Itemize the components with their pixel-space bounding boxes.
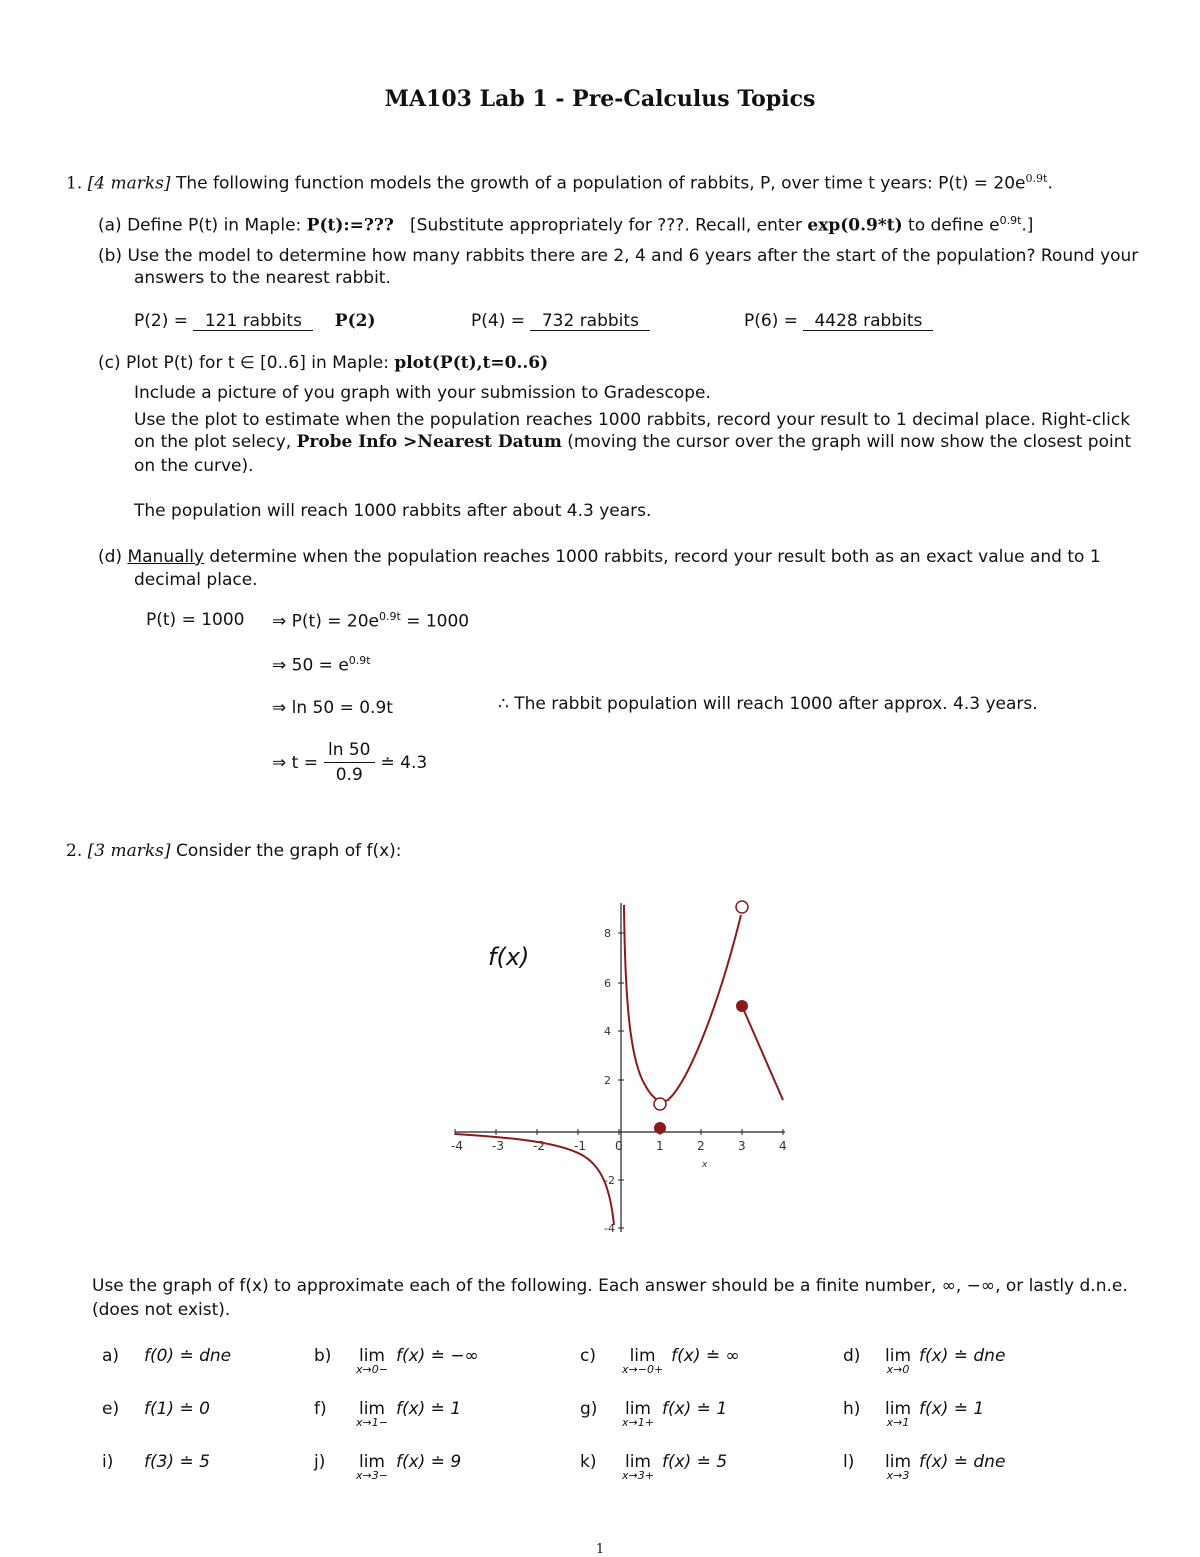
curve-middle [624, 905, 741, 1101]
q1-intro [66, 172, 1053, 194]
limit-item [580, 1399, 727, 1429]
q2-instr1: Use the graph of f(x) to approximate each of the following. Each answer should be a finite number, ∞, −∞, or lastly d.n.e. [92, 1276, 1128, 1296]
q1d-eq2-exp: 0.9t [348, 654, 371, 667]
limit-word: lim [624, 1399, 651, 1419]
limit-item [314, 1346, 479, 1376]
q1a-text4: .] [1021, 215, 1034, 236]
q2-intro-text: Consider the graph of f(x): [175, 841, 402, 861]
x-tick-label: 4 [779, 1139, 787, 1153]
q1c-code: plot(P(t),t=0..6) [394, 353, 549, 373]
limit-operator [622, 1346, 663, 1376]
y-tick-label: 8 [604, 927, 611, 940]
y-tick-label: -2 [604, 1174, 615, 1187]
q1b-line1 [98, 246, 1138, 266]
limit-subscript: x→3− [356, 1469, 388, 1482]
limit-word: lim [885, 1399, 912, 1419]
limit-expression: f(0) ≐ dne [144, 1346, 232, 1366]
curve-right [742, 1006, 783, 1100]
limit-subscript: x→3+ [622, 1469, 654, 1482]
q1c-line4c: (moving the cursor over the graph will now show the closest point [561, 432, 1132, 452]
q1d-eq3: ⇒ ln 50 = 0.9t [272, 698, 393, 718]
q2-intro [66, 841, 402, 861]
limit-item [102, 1452, 210, 1472]
q1a-text2: [Substitute appropriately for ???. Recall, enter [410, 215, 808, 236]
x-axis-label: x [702, 1160, 708, 1170]
limit-subscript: x→1+ [622, 1416, 654, 1429]
limit-word: lim [629, 1346, 656, 1366]
limit-item [314, 1399, 461, 1429]
q1d-eq1-left: P(t) = 1000 [146, 610, 245, 630]
q1b-p6-label: P(6) = [744, 311, 798, 331]
page-title: MA103 Lab 1 - Pre-Calculus Topics [384, 86, 816, 112]
closed-point-3-5 [736, 1000, 748, 1012]
q1b-p4-label: P(4) = [471, 311, 525, 331]
limit-operator [622, 1399, 654, 1429]
y-tick-label: 4 [604, 1025, 611, 1038]
graph-label: f(x) [488, 943, 530, 971]
limit-expression: f(x) ≐ 1 [395, 1399, 462, 1419]
q1d-eq1-text: ⇒ P(t) = 20e [272, 611, 379, 632]
q1b-text1: Use the model to determine how many rabbits there are 2, 4 and 6 years after the start of the population? Round your [127, 246, 1139, 266]
q1a-text3: to define e [902, 215, 1000, 236]
limit-subscript: x→1 [886, 1416, 910, 1429]
limit-item [102, 1346, 231, 1366]
limit-item [102, 1399, 210, 1419]
limit-item-label: d) [843, 1346, 861, 1366]
limit-item [580, 1452, 727, 1482]
fx-graph [440, 895, 800, 1240]
limit-expression: f(x) ≐ dne [919, 1346, 1006, 1366]
limit-word: lim [358, 1399, 385, 1419]
open-point-3-9 [736, 901, 748, 913]
q1d-eq1-end: = 1000 [400, 611, 470, 632]
q1b-p2-value: 121 rabbits [193, 312, 313, 331]
q1c-line2: Include a picture of you graph with your submission to Gradescope. [134, 383, 711, 403]
q1c-line4b: Probe Info >Nearest Datum [296, 432, 562, 452]
q1d-eq4-den: 0.9 [335, 765, 363, 785]
q2-instr2: (does not exist). [92, 1300, 231, 1320]
q1d-line2: decimal place. [134, 570, 258, 590]
q1b-line2: answers to the nearest rabbit. [134, 268, 391, 288]
y-tick-label: 2 [604, 1074, 611, 1087]
q1d-eq2-text: ⇒ 50 = e [272, 655, 349, 676]
q1c-line4 [134, 432, 1131, 452]
limit-subscript: x→3 [886, 1469, 910, 1482]
limit-expression: f(x) ≐ dne [919, 1452, 1006, 1472]
q1a-line [98, 214, 1033, 236]
x-tick-label: -3 [492, 1139, 504, 1153]
limit-item-label: a) [102, 1346, 120, 1366]
limit-item-label: e) [102, 1399, 120, 1419]
limit-expression: f(x) ≐ 1 [919, 1399, 985, 1419]
limit-operator [622, 1452, 654, 1482]
limit-expression: f(x) ≐ 1 [661, 1399, 728, 1419]
limit-item [843, 1346, 1005, 1376]
x-tick-label: 2 [697, 1139, 705, 1153]
y-tick-label: 6 [604, 977, 611, 990]
x-tick-label: -2 [533, 1139, 545, 1153]
x-tick-label: 3 [738, 1139, 746, 1153]
limit-operator [885, 1346, 911, 1376]
limit-item [580, 1346, 740, 1376]
q1c-line5: on the curve). [134, 456, 254, 476]
limit-operator [885, 1452, 911, 1482]
q1a-label: (a) [98, 215, 122, 236]
q1d-conclusion: ∴ The rabbit population will reach 1000 after approx. 4.3 years. [498, 694, 1038, 714]
q1a-code: P(t):=??? [306, 215, 394, 236]
limit-item-label: f) [314, 1399, 327, 1419]
q1c-answer: The population will reach 1000 rabbits after about 4.3 years. [134, 501, 652, 521]
q1c-line4a: on the plot selecy, [134, 432, 297, 452]
limit-item [314, 1452, 461, 1482]
limit-item-label: h) [843, 1399, 861, 1419]
limit-item-label: j) [314, 1452, 326, 1472]
q1d-eq4-num: ln 50 [324, 740, 375, 763]
q1a-code2: exp(0.9*t) [807, 215, 903, 236]
limit-item [843, 1399, 984, 1429]
q1c-line1 [98, 353, 548, 373]
q1d-label: (d) [98, 547, 123, 567]
q1-marks: [4 marks] [87, 173, 171, 194]
q1d-line1b: determine when the population reaches 1000 rabbits, record your result both as an exact value and to 1 [204, 547, 1101, 567]
q1b-p2-label: P(2) = [134, 311, 188, 331]
q1c-text1: Plot P(t) for t ∈ [0..6] in Maple: [126, 353, 395, 373]
limit-item-label: c) [580, 1346, 596, 1366]
limit-word: lim [624, 1452, 651, 1472]
limit-word: lim [358, 1346, 385, 1366]
limit-item-label: k) [580, 1452, 597, 1472]
y-tick-label: -4 [604, 1222, 615, 1235]
q1d-eq1-exp: 0.9t [378, 610, 401, 623]
limit-subscript: x→−0+ [622, 1363, 664, 1376]
q1-intro-exp: 0.9t [1025, 172, 1048, 185]
limit-expression: f(1) ≐ 0 [144, 1399, 210, 1419]
q1b-p6 [744, 311, 933, 331]
limit-operator [356, 1452, 388, 1482]
limit-expression: f(x) ≐ 9 [395, 1452, 462, 1472]
x-tick-label: 1 [656, 1139, 664, 1153]
q1d-manually: Manually [127, 547, 205, 567]
q1-intro-end: . [1047, 173, 1053, 194]
q1d-eq1-right [272, 610, 469, 632]
limit-word: lim [885, 1346, 912, 1366]
q1d-eq2 [272, 654, 371, 676]
limit-subscript: x→0 [886, 1363, 910, 1376]
limit-item-label: l) [843, 1452, 855, 1472]
q1b-label: (b) [98, 246, 123, 266]
q2-number: 2. [66, 841, 83, 861]
q1d-line1 [98, 547, 1101, 567]
limit-operator [356, 1399, 388, 1429]
q1b-p2 [134, 311, 376, 331]
limit-item [843, 1452, 1005, 1482]
q1b-p6-value: 4428 rabbits [803, 312, 933, 331]
limit-operator [356, 1346, 388, 1376]
x-tick-label: -4 [451, 1139, 463, 1153]
limit-expression: f(x) ≐ ∞ [671, 1346, 740, 1366]
limit-word: lim [358, 1452, 385, 1472]
q1d-eq4-post: ≐ 4.3 [380, 752, 428, 773]
q1b-p2-extra: P(2) [334, 311, 376, 331]
limit-operator [885, 1399, 911, 1429]
limit-item-label: i) [102, 1452, 114, 1472]
limit-expression: f(x) ≐ 5 [661, 1452, 728, 1472]
q1d-eq4-fraction [324, 740, 375, 785]
limit-item-label: b) [314, 1346, 332, 1366]
limit-subscript: x→1− [356, 1416, 388, 1429]
q1d-eq4-pre: ⇒ t = [272, 752, 318, 773]
q1b-p4 [471, 311, 650, 331]
page-number: 1 [595, 1542, 605, 1557]
x-tick-label: -1 [574, 1139, 586, 1153]
q1d-eq4 [272, 740, 427, 785]
closed-point-1-0 [654, 1122, 666, 1134]
limit-item-label: g) [580, 1399, 598, 1419]
q1c-line3: Use the plot to estimate when the population reaches 1000 rabbits, record your result to 1 decimal place. Right-click [134, 410, 1131, 430]
q1c-label: (c) [98, 353, 121, 373]
q1a-exp: 0.9t [999, 214, 1022, 227]
x-tick-label: 0 [615, 1139, 623, 1153]
q2-marks: [3 marks] [87, 841, 171, 861]
q1-number: 1. [66, 173, 83, 194]
open-point-1-1 [654, 1098, 666, 1110]
q1b-p4-value: 732 rabbits [530, 312, 650, 331]
limit-word: lim [885, 1452, 912, 1472]
limit-expression: f(x) ≐ −∞ [395, 1346, 479, 1366]
q1a-text1: Define P(t) in Maple: [127, 215, 307, 236]
q1-intro-text: The following function models the growth of a population of rabbits, P, over time t years: P(t) = 20e [175, 173, 1026, 194]
limit-subscript: x→0− [356, 1363, 388, 1376]
limit-expression: f(3) ≐ 5 [144, 1452, 210, 1472]
